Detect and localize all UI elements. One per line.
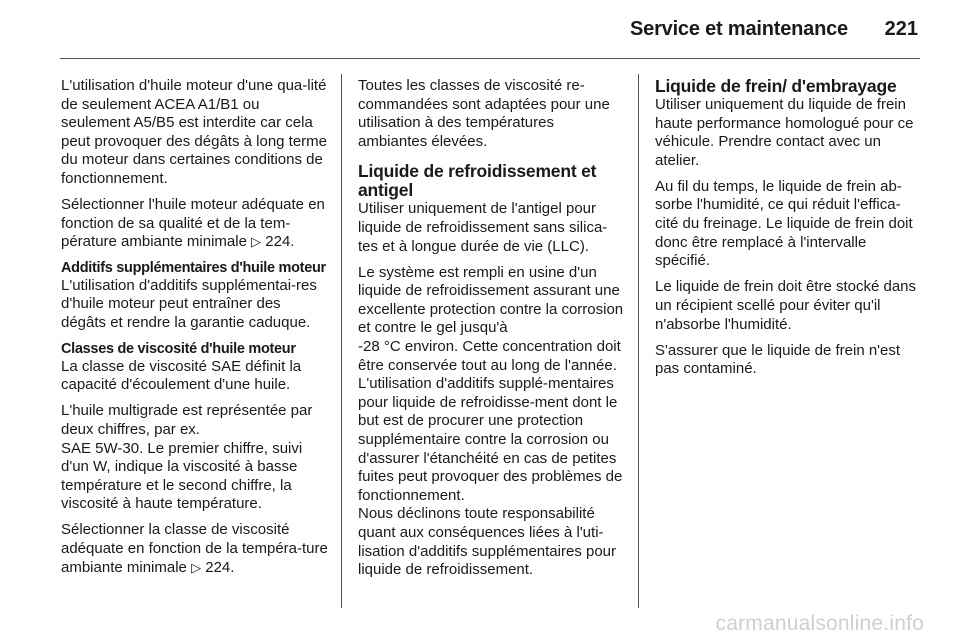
paragraph: L'utilisation d'huile moteur d'une qua-lité de seulement ACEA A1/B1 ou seulement A5/B5 est interdite car cela peut provoquer des dégâts à long terme du moteur dans certaines conditions de fonctionnement. (61, 77, 328, 187)
paragraph: Le liquide de frein doit être stocké dans un récipient scellé pour éviter qu'il n'absorbe l'humidité. (655, 278, 916, 333)
paragraph: Utiliser uniquement de l'antigel pour liquide de refroidissement sans silica-tes et à longue durée de vie (LLC). (358, 200, 608, 255)
page-reference-arrow-icon: ▷ (251, 234, 262, 250)
paragraph: L'huile multigrade est représentée par deux chiffres, par ex. SAE 5W-30. Le premier chiffre, suivi d'un W, indique la viscosité à basse température et le second chiffre, la viscosité à haute température. (61, 402, 313, 513)
column-divider (638, 74, 639, 608)
page-title: Service et maintenance (630, 18, 848, 40)
heading-liquide-refroidissement: Liquide de refroidissement et antigel (358, 161, 597, 201)
header-divider (60, 58, 920, 59)
column-3 (655, 77, 923, 386)
subheading-classes-viscosite: Classes de viscosité d'huile moteur (61, 340, 296, 357)
paragraph: Sélectionner la classe de viscosité adéquate en fonction de la tempéra-ture ambiante minimale ▷ 224. (61, 521, 328, 576)
subheading-additifs: Additifs supplémentaires d'huile moteur (61, 259, 326, 276)
paragraph: Le système est rempli en usine d'un liquide de refroidissement assurant une excellente protection contre la corrosion et contre le gel jusqu'à -28 °C environ. Cette concentration doit être conservée tout au long de l'année. L'utilisation d'additifs supplé-mentaires pour liquide de refroidisse-ment dont le but est de procurer une protection supplémentaire contre la corrosion ou d'assurer l'étanchéité en cas de petites fuites peut provoquer des problèmes de fonctionnement. Nous déclinons toute responsabilité quant aux conséquences liées à l'uti-lisation d'additifs supplémentaires pour liquide de refroidissement. (358, 263, 624, 579)
column-1 (61, 77, 329, 585)
paragraph: Sélectionner l'huile moteur adéquate en fonction de sa qualité et de la tem-pérature ambiante minimale ▷ 224. (61, 196, 325, 251)
heading-liquide-frein: Liquide de frein/ d'embrayage (655, 76, 897, 96)
column-divider (341, 74, 342, 608)
watermark: carmanualsonline.info (715, 612, 924, 635)
page-reference: 224. (265, 233, 295, 251)
page-reference: 224. (205, 558, 235, 576)
page-reference-arrow-icon: ▷ (191, 559, 202, 575)
paragraph: Au fil du temps, le liquide de frein ab-sorbe l'humidité, ce qui réduit l'effica-cité du freinage. Le liquide de frein doit donc être remplacé à l'intervalle spécifié. (655, 177, 913, 270)
paragraph: Toutes les classes de viscosité re-commandées sont adaptées pour une utilisation à des températures ambiantes élevées. (358, 77, 610, 150)
column-2 (358, 77, 626, 587)
page-number: 221 (884, 18, 918, 40)
paragraph: La classe de viscosité SAE définit la capacité d'écoulement d'une huile. (61, 357, 302, 394)
paragraph: S'assurer que le liquide de frein n'est pas contaminé. (655, 341, 901, 378)
paragraph: Utiliser uniquement du liquide de frein haute performance homologué pour ce véhicule. Prendre contact avec un atelier. (655, 96, 914, 169)
paragraph: L'utilisation d'additifs supplémentai-res d'huile moteur peut entraîner des dégâts et rendre la garantie caduque. (61, 276, 317, 332)
